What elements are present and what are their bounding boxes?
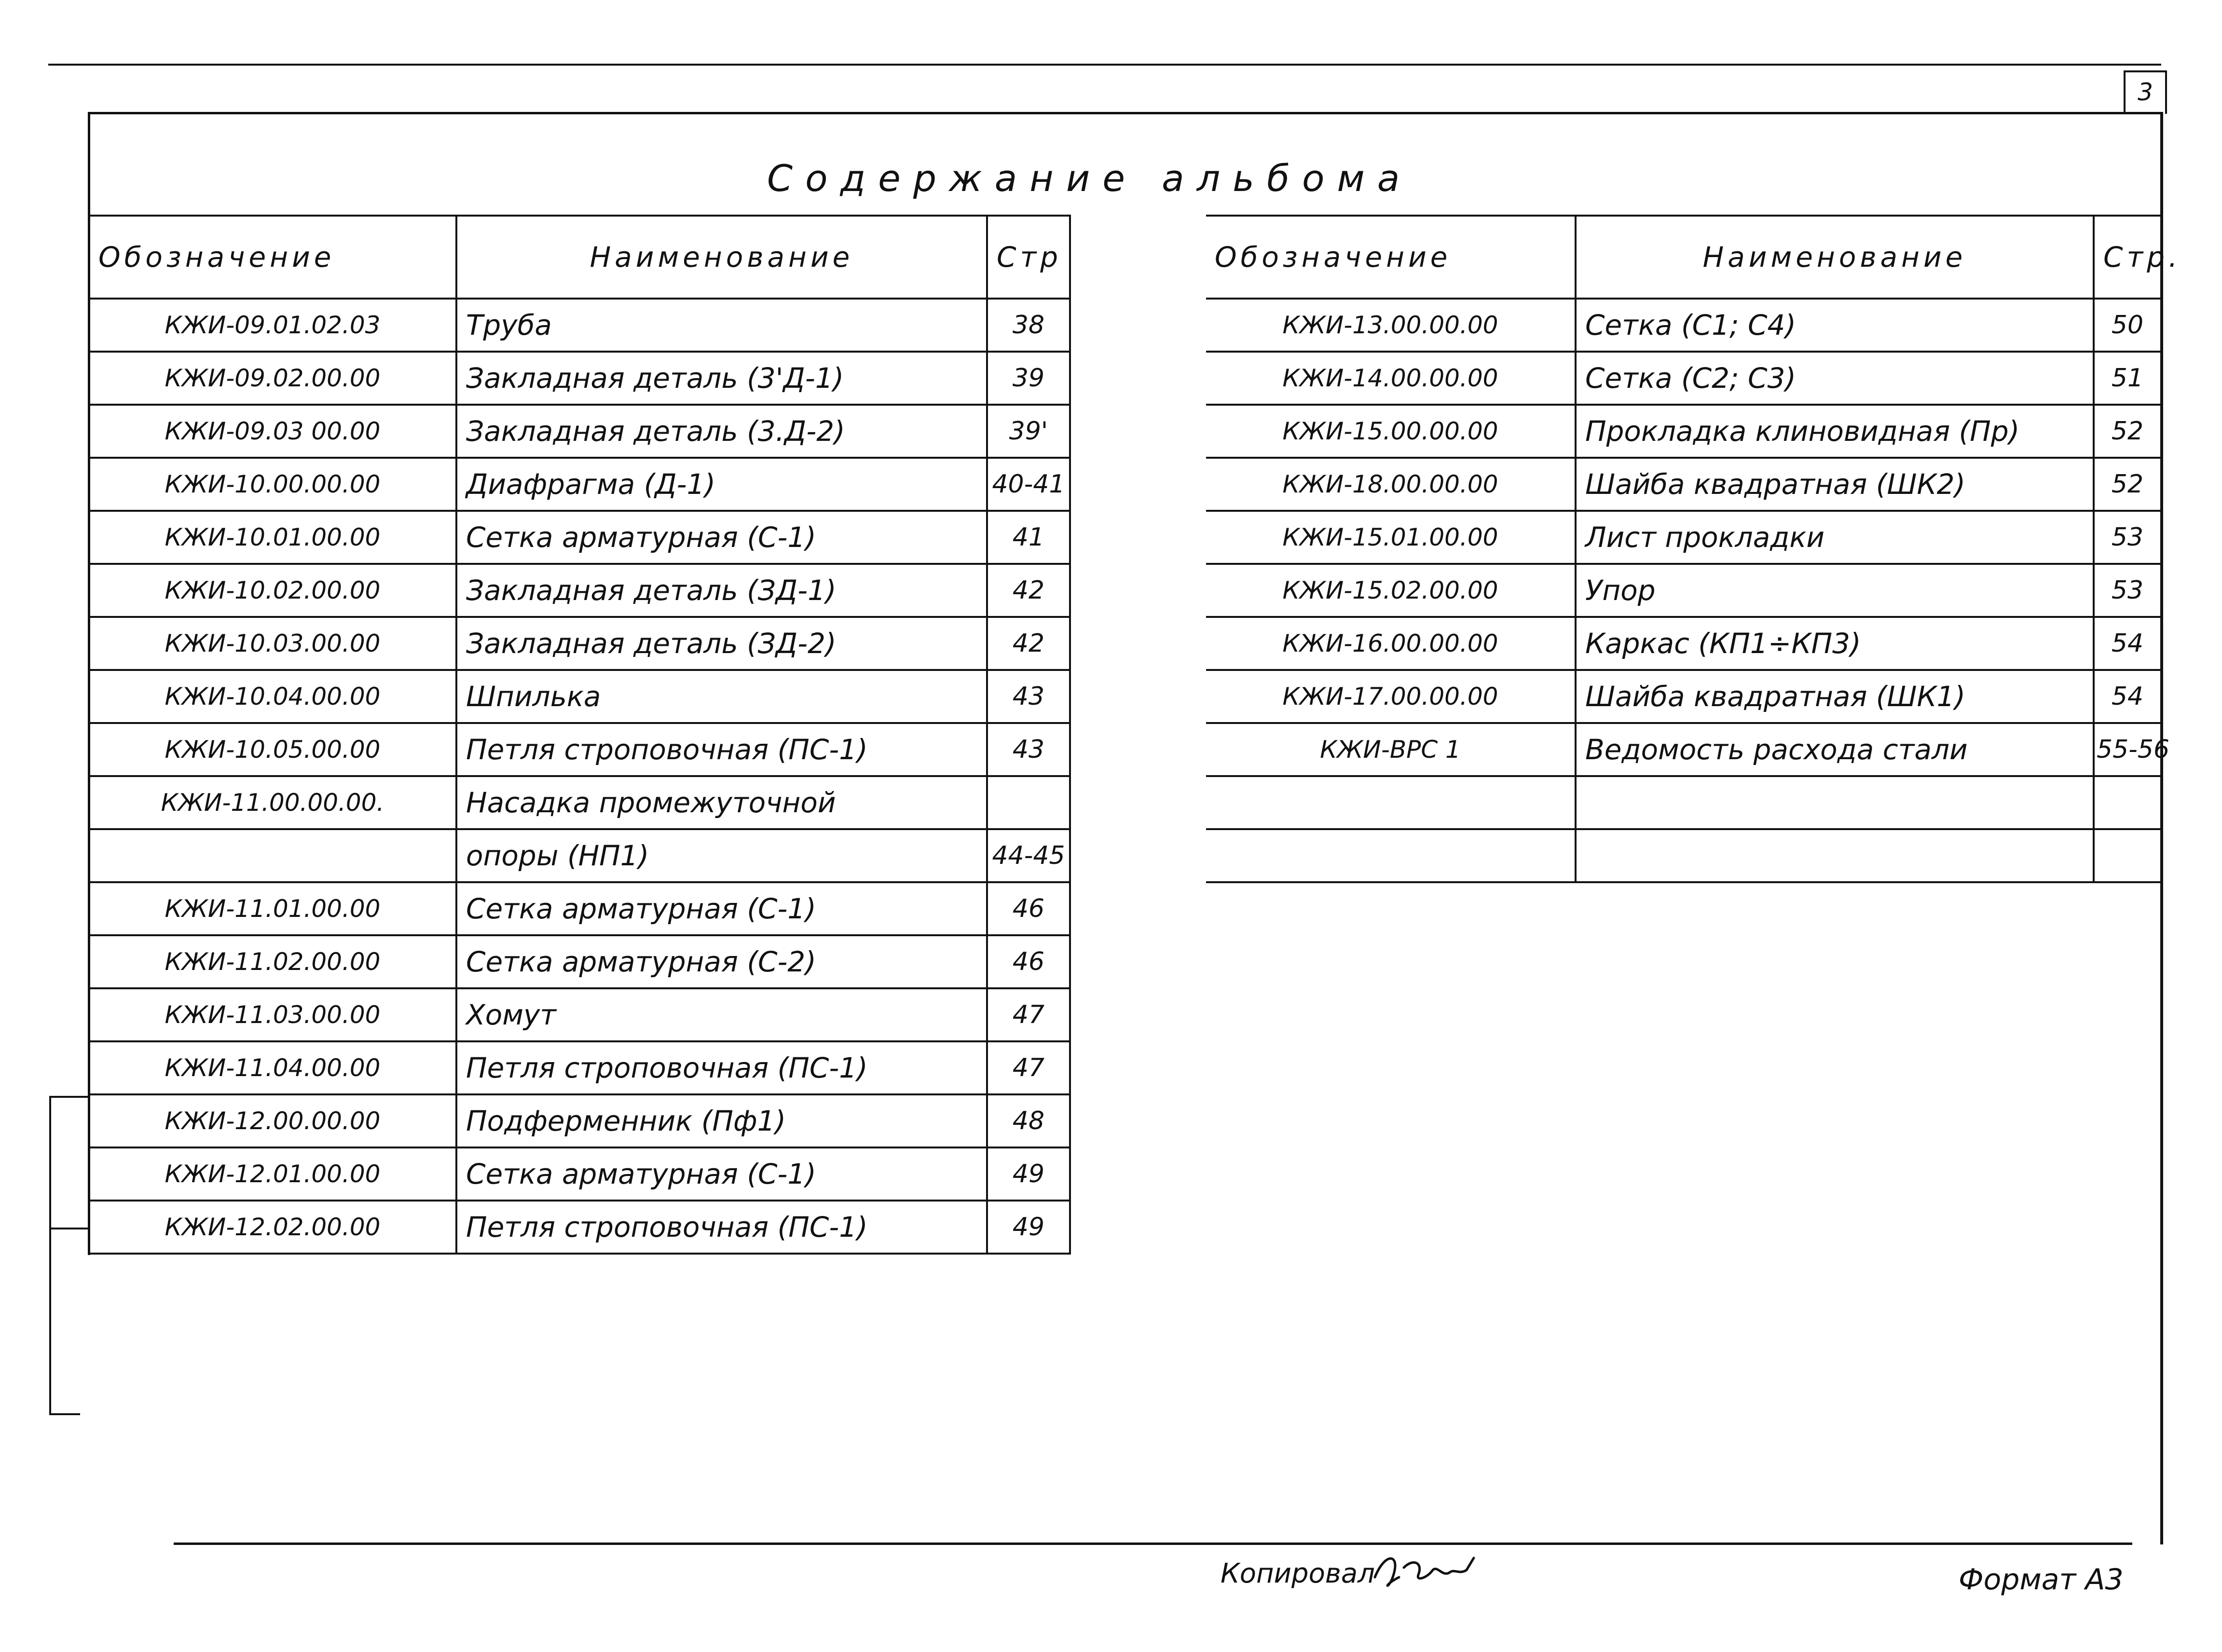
- row-code: КЖИ-ВРС 1: [1206, 723, 1576, 776]
- row-page: 50: [2094, 299, 2160, 352]
- row-name: Петля строповочная (ПС-1): [456, 723, 987, 776]
- row-code: КЖИ-15.00.00.00: [1206, 405, 1576, 458]
- header-page: Стр.: [2094, 216, 2160, 299]
- row-code: КЖИ-10.02.00.00: [90, 564, 456, 617]
- row-code: КЖИ-11.00.00.00.: [90, 776, 456, 829]
- table-row: [1206, 458, 2160, 511]
- copied-by-label: Копировал: [1221, 1558, 1375, 1589]
- row-page: 39: [987, 352, 1070, 405]
- row-page: 52: [2094, 458, 2160, 511]
- table-header: [1206, 216, 2160, 299]
- table-row: [1206, 829, 2160, 882]
- row-code: КЖИ-10.00.00.00: [90, 458, 456, 511]
- row-name: Петля строповочная (ПС-1): [456, 1201, 987, 1254]
- binding-strip-left: [49, 1096, 51, 1414]
- row-page: [2094, 776, 2160, 829]
- row-page: 42: [987, 617, 1070, 670]
- contents-table-right: [1206, 215, 2181, 883]
- row-name: Насадка промежуточной: [456, 776, 987, 829]
- row-code: КЖИ-18.00.00.00: [1206, 458, 1576, 511]
- row-name: Закладная деталь (3.Д-2): [456, 405, 987, 458]
- row-page: 43: [987, 723, 1070, 776]
- table-row: [90, 935, 1070, 988]
- row-code: [1206, 829, 1576, 882]
- row-page: 47: [987, 988, 1070, 1041]
- table-row: [90, 1041, 1070, 1094]
- album-title: Содержание альбома: [767, 157, 1413, 200]
- row-name: Ведомость расхода стали: [1576, 723, 2094, 776]
- row-name: Шайба квадратная (ШК2): [1576, 458, 2094, 511]
- row-code: КЖИ-09.03 00.00: [90, 405, 456, 458]
- row-page: 40-41: [987, 458, 1070, 511]
- header-name: Наименование: [456, 216, 987, 299]
- binding-strip-top: [49, 1096, 90, 1098]
- row-name: Прокладка клиновидная (Пр): [1576, 405, 2094, 458]
- row-name: Каркас (КП1÷КП3): [1576, 617, 2094, 670]
- row-code: КЖИ-10.03.00.00: [90, 617, 456, 670]
- row-name: Шайба квадратная (ШК1): [1576, 670, 2094, 723]
- table-row: [1206, 299, 2160, 352]
- row-name: Труба: [456, 299, 987, 352]
- table-row: [1206, 405, 2160, 458]
- page-number: 3: [2138, 78, 2153, 106]
- row-name: Сетка арматурная (С-1): [456, 882, 987, 935]
- table-row: [1206, 352, 2160, 405]
- table-row: [90, 882, 1070, 935]
- header-page: Стр: [987, 216, 1070, 299]
- row-code: КЖИ-11.02.00.00: [90, 935, 456, 988]
- row-page: 49: [987, 1201, 1070, 1254]
- row-code: КЖИ-15.02.00.00: [1206, 564, 1576, 617]
- row-page: 47: [987, 1041, 1070, 1094]
- row-page: 43: [987, 670, 1070, 723]
- table-row: [90, 1147, 1070, 1201]
- row-page: 54: [2094, 670, 2160, 723]
- row-name: Лист прокладки: [1576, 511, 2094, 564]
- row-code: [90, 829, 456, 882]
- row-name: Сетка арматурная (С-2): [456, 935, 987, 988]
- row-name: Диафрагма (Д-1): [456, 458, 987, 511]
- table-row: [90, 405, 1070, 458]
- table-row: [1206, 617, 2160, 670]
- table-row: [90, 988, 1070, 1041]
- row-name: опоры (НП1): [456, 829, 987, 882]
- frame-top: [89, 112, 2163, 114]
- table-row: [90, 458, 1070, 511]
- row-code: КЖИ-15.01.00.00: [1206, 511, 1576, 564]
- table-row: [90, 776, 1070, 829]
- table-row: [90, 723, 1070, 776]
- table-row: [1206, 723, 2160, 776]
- row-page: 49: [987, 1147, 1070, 1201]
- row-code: [1206, 776, 1576, 829]
- row-code: КЖИ-12.00.00.00: [90, 1094, 456, 1147]
- row-name: Закладная деталь (3'Д-1): [456, 352, 987, 405]
- row-name: Сетка арматурная (С-1): [456, 1147, 987, 1201]
- row-page: 39': [987, 405, 1070, 458]
- row-code: КЖИ-16.00.00.00: [1206, 617, 1576, 670]
- table-row: [90, 617, 1070, 670]
- row-code: КЖИ-11.04.00.00: [90, 1041, 456, 1094]
- row-code: КЖИ-09.02.00.00: [90, 352, 456, 405]
- row-code: КЖИ-17.00.00.00: [1206, 670, 1576, 723]
- table-header: [90, 216, 1070, 299]
- row-code: КЖИ-11.03.00.00: [90, 988, 456, 1041]
- row-page: 38: [987, 299, 1070, 352]
- row-name: Хомут: [456, 988, 987, 1041]
- row-name: [1576, 829, 2094, 882]
- table-row: [90, 1094, 1070, 1147]
- header-designation: Обозначение: [1206, 216, 1576, 299]
- row-page: 48: [987, 1094, 1070, 1147]
- row-page: 53: [2094, 511, 2160, 564]
- row-page: 52: [2094, 405, 2160, 458]
- row-page: 42: [987, 564, 1070, 617]
- row-name: Закладная деталь (ЗД-1): [456, 564, 987, 617]
- table-row: [90, 564, 1070, 617]
- sheet-format-label: Формат А3: [1959, 1563, 2124, 1597]
- table-row: [90, 511, 1070, 564]
- table-row: [90, 670, 1070, 723]
- row-page: [2094, 829, 2160, 882]
- row-page: [987, 776, 1070, 829]
- row-name: Упор: [1576, 564, 2094, 617]
- row-page: 54: [2094, 617, 2160, 670]
- table-row: [1206, 776, 2160, 829]
- row-code: КЖИ-14.00.00.00: [1206, 352, 1576, 405]
- header-designation: Обозначение: [90, 216, 456, 299]
- row-page: 51: [2094, 352, 2160, 405]
- row-page: 53: [2094, 564, 2160, 617]
- row-code: КЖИ-13.00.00.00: [1206, 299, 1576, 352]
- table-row: [90, 352, 1070, 405]
- binding-strip-bottom: [49, 1413, 80, 1415]
- binding-strip-mid: [49, 1228, 90, 1229]
- table-row: [90, 829, 1070, 882]
- row-page: 46: [987, 882, 1070, 935]
- top-rule: [48, 64, 2161, 66]
- table-row: [90, 299, 1070, 352]
- table-row: [1206, 670, 2160, 723]
- row-page: 41: [987, 511, 1070, 564]
- row-name: Сетка (С1; С4): [1576, 299, 2094, 352]
- row-code: КЖИ-10.04.00.00: [90, 670, 456, 723]
- header-name: Наименование: [1576, 216, 2094, 299]
- row-name: Шпилька: [456, 670, 987, 723]
- frame-bottom: [174, 1543, 2132, 1545]
- row-code: КЖИ-10.01.00.00: [90, 511, 456, 564]
- row-name: Сетка арматурная (С-1): [456, 511, 987, 564]
- row-page: 46: [987, 935, 1070, 988]
- contents-table-left: [90, 215, 1071, 1255]
- row-name: Петля строповочная (ПС-1): [456, 1041, 987, 1094]
- row-code: КЖИ-09.01.02.03: [90, 299, 456, 352]
- row-code: КЖИ-12.02.00.00: [90, 1201, 456, 1254]
- table-row: [1206, 511, 2160, 564]
- row-name: [1576, 776, 2094, 829]
- row-code: КЖИ-10.05.00.00: [90, 723, 456, 776]
- table-row: [1206, 564, 2160, 617]
- frame-right: [2160, 112, 2163, 1544]
- row-name: Закладная деталь (ЗД-2): [456, 617, 987, 670]
- row-name: Подферменник (Пф1): [456, 1094, 987, 1147]
- row-name: Сетка (С2; С3): [1576, 352, 2094, 405]
- table-row: [90, 1201, 1070, 1254]
- row-code: КЖИ-11.01.00.00: [90, 882, 456, 935]
- row-page: 44-45: [987, 829, 1070, 882]
- row-page: 55-56: [2094, 723, 2160, 776]
- row-code: КЖИ-12.01.00.00: [90, 1147, 456, 1201]
- signature-mark: [1370, 1548, 1481, 1592]
